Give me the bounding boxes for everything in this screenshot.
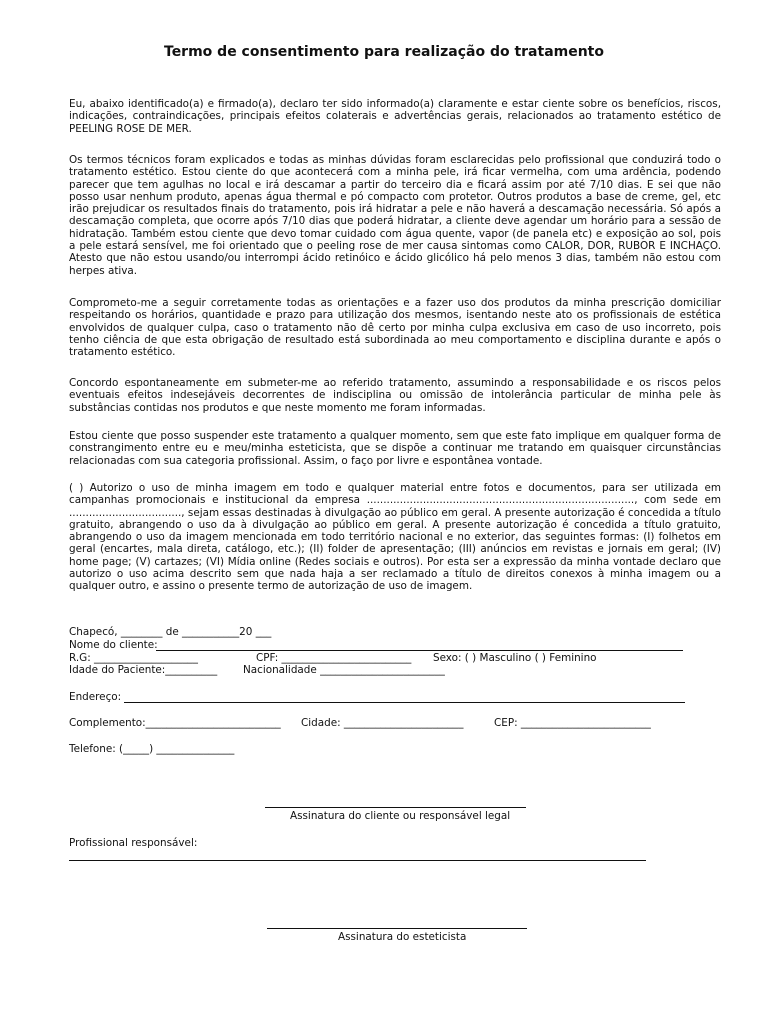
phone-field[interactable]: Telefone: (_____) _______________ (69, 743, 235, 755)
client-signature-line[interactable] (265, 807, 526, 808)
paragraph-technical-terms: Os termos técnicos foram explicados e todas as minhas dúvidas foram esclarecidas pelo profissional que conduzirá todo o tratamento estético. Estou ciente do que acontecerá com a minha pele, irá ficar vermelha, com uma ardência, podendo parecer que tem agulhas no local e irá descamar a partir do terceiro dia e ficará assim por até 7/10 dias. E sei que não posso usar nenhum produto, apenas água thermal e pó compacto com protetor. Outros produtos a base de creme, gel, etc irão prejudicar os resultados finais do tratamento, pois irá hidratar a pele e não haverá a descamação necessária. Só após a descamação completa, que ocorre após 7/10 dias que poderá hidratar, a cliente deve agendar um horário para a sessão de hidratação. Também estou ciente que devo tomar cuidado com água quente, vapor (de panela etc) e exposição ao sol, pois a pele estará sensível, me foi orientado que o peeling rose de mer causa sintomas como CALOR, DOR, RUBOR E INCHAÇO. Atesto que não estou usando/ou interrompi ácido retinóico e ácido glicólico há pelo menos 3 dias, também não estou com herpes ativa. (69, 154, 721, 277)
professional-field[interactable] (69, 860, 646, 861)
address-field[interactable] (124, 702, 685, 703)
cep-field[interactable]: CEP: _________________________ (494, 717, 651, 729)
paragraph-image-authorization: ( ) Autorizo o uso de minha imagem em todo e qualquer material entre fotos e documentos, para ser utilizada em campanhas promocionais e institucional da empresa ................................................................................., com sede em .................................., sejam essas destinadas à divulgação ao público em geral. A presente autorização é concedida a título gratuito, abrangendo o uso da à divulgação ao público em geral. A presente autorização é concedida a título gratuito, abrangendo o uso da imagem mencionada em todo território nacional e no exterior, das seguintes formas: (I) folhetos em geral (encartes, mala direta, catálogo, etc.); (II) folder de apresentação; (III) anúncios em revistas e jornais em geral; (IV) home page; (V) cartazes; (VI) Mídia online (Redes sociais e outros). Por esta ser a expressão da minha vontade declaro que autorizo o uso acima descrito sem que nada haja a ser reclamado a título de direitos conexos à minha imagem ou a qualquer outro, e assino o presente termo de autorização de uso de imagem. (69, 482, 721, 593)
client-name-field[interactable] (156, 650, 683, 651)
client-signature-label: Assinatura do cliente ou responsável legal (290, 810, 511, 822)
age-field[interactable]: Idade do Paciente:__________ (69, 664, 218, 676)
professional-label: Profissional responsável: (69, 837, 198, 849)
rg-field[interactable]: R.G: ____________________ (69, 652, 198, 664)
sex-field[interactable]: Sexo: ( ) Masculino ( ) Feminino (433, 652, 597, 664)
client-name-label: Nome do cliente: (69, 639, 158, 651)
esthetician-signature-line[interactable] (267, 928, 527, 929)
nationality-field[interactable]: Nacionalidade ________________________ (243, 664, 445, 676)
paragraph-suspension: Estou ciente que posso suspender este tratamento a qualquer momento, sem que este fato implique em qualquer forma de constrangimento entre eu e meu/minha esteticista, que se dispõe a continuar me tratando em quaisquer circunstâncias relacionadas com sua categoria profissional. Assim, o faço por livre e espontânea vontade. (69, 430, 721, 467)
address-label: Endereço: (69, 691, 122, 703)
city-field[interactable]: Cidade: _______________________ (301, 717, 464, 729)
document-title: Termo de consentimento para realização do tratamento (164, 44, 604, 60)
paragraph-identification: Eu, abaixo identificado(a) e firmado(a), declaro ter sido informado(a) claramente e estar ciente sobre os benefícios, riscos, indicações, contraindicações, principais efeitos colaterais e advertências gerais, relacionados ao tratamento estético de PEELING ROSE DE MER. (69, 98, 721, 135)
paragraph-commitment: Comprometo-me a seguir corretamente todas as orientações e a fazer uso dos produtos da minha prescrição domiciliar respeitando os horários, quantidade e prazo para utilização dos mesmos, isentando neste ato os profissionais de estética envolvidos de qualquer culpa, caso o tratamento não dê certo por minha culpa exclusiva em caso de uso incorreto, pois tenho ciência de que esta obrigação de resultado está subordinada ao meu comportamento e disciplina durante e após o tratamento estético. (69, 297, 721, 359)
cpf-field[interactable]: CPF: _________________________ (256, 652, 412, 664)
esthetician-signature-label: Assinatura do esteticista (338, 931, 467, 943)
date-field[interactable]: Chapecó, ________ de ___________20 ___ (69, 626, 272, 638)
paragraph-agreement: Concordo espontaneamente em submeter-me ao referido tratamento, assumindo a responsabilidade e os riscos pelos eventuais efeitos indesejáveis decorrentes de indisciplina ou omissão de intolerância particular de minha pele às substâncias contidas nos produtos e que neste momento me foram informadas. (69, 377, 721, 414)
complement-field[interactable]: Complemento:__________________________ (69, 717, 281, 729)
